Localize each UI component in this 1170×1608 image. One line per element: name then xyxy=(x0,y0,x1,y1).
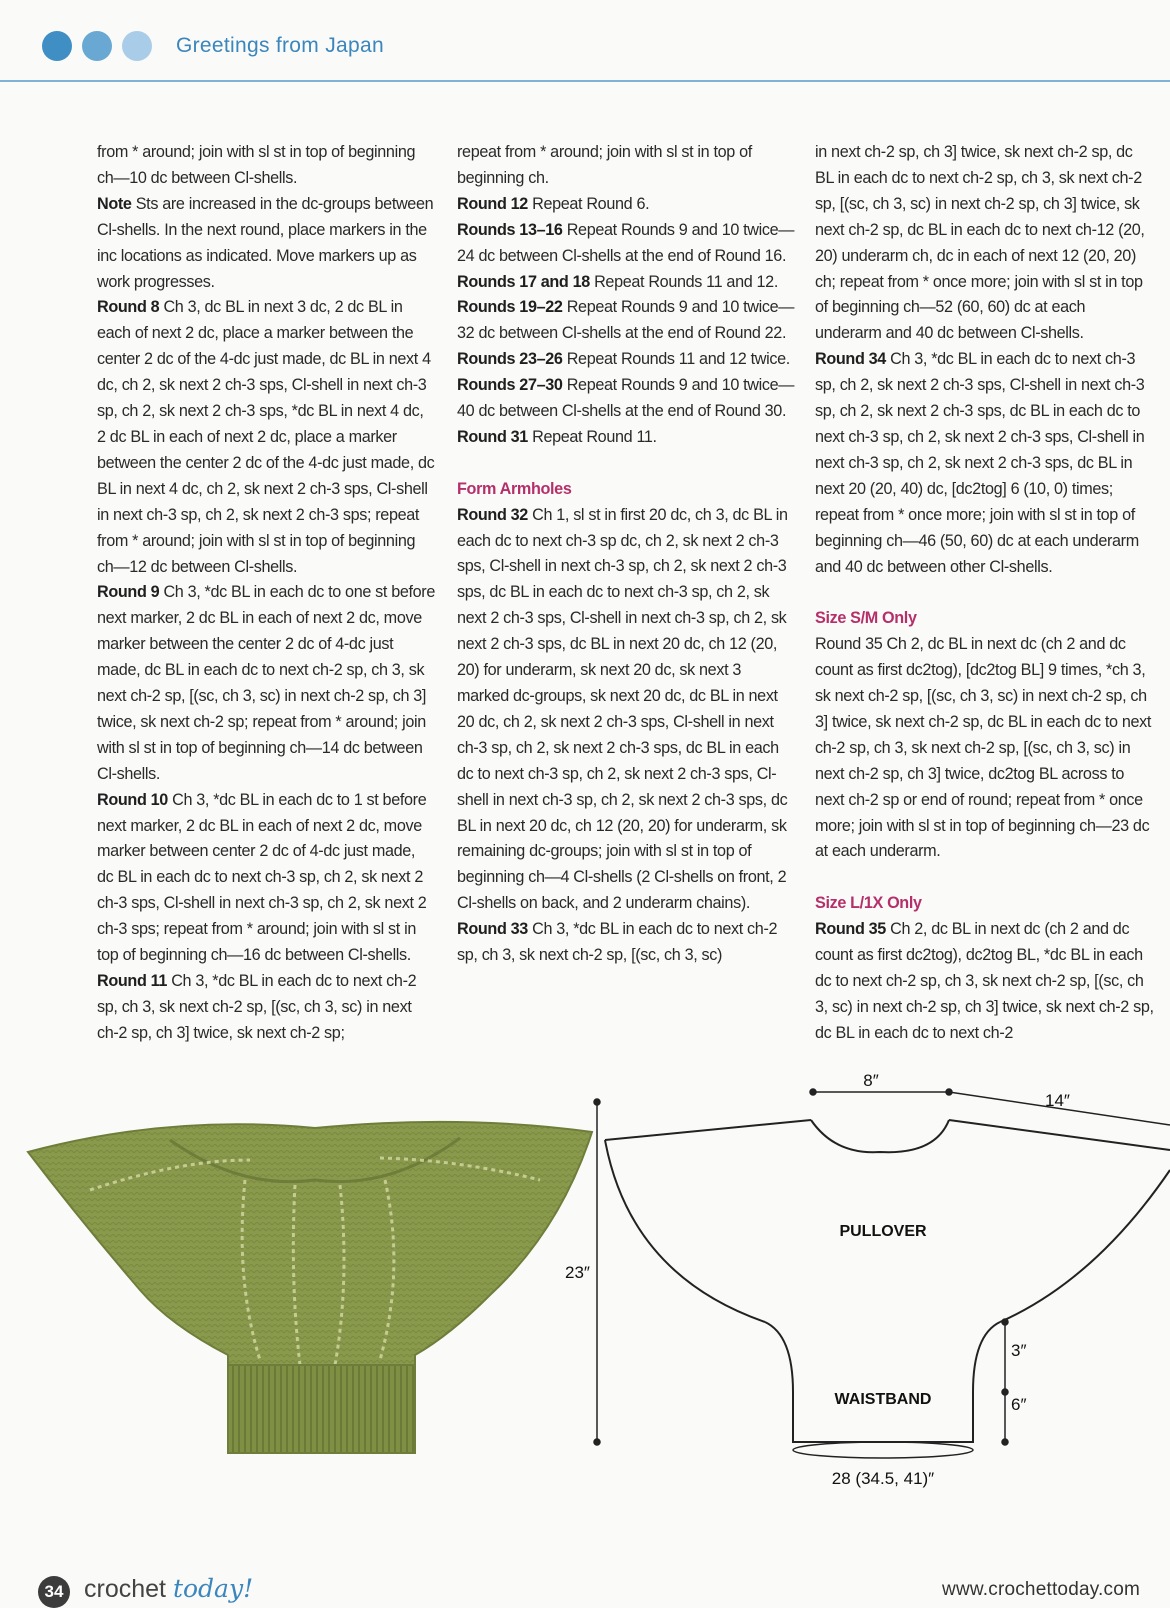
sweater-photo xyxy=(20,1120,610,1490)
instruction-paragraph xyxy=(457,192,795,218)
round-label: Rounds 27–30 xyxy=(457,376,563,395)
sleeve-length-label: 14″ xyxy=(1045,1091,1070,1110)
round-label: Round 34 xyxy=(815,350,886,369)
dot-icon xyxy=(82,31,112,61)
instruction-text: Repeat Rounds 11 and 12. xyxy=(589,272,778,291)
pullover-schematic xyxy=(565,1070,1170,1540)
instruction-text: Repeat Rounds 9 and 10 twice—24 dc between Cl-shells at the end of Round 16. xyxy=(457,220,795,265)
instruction-paragraph xyxy=(97,192,435,296)
instruction-text: Round 35 Ch 2, dc BL in next dc (ch 2 and dc count as first dc2tog), [dc2tog BL] 9 times, *ch 3, sk next ch-2 sp, [(sc, ch 3, sc) in next ch-2 sp, ch 3] twice, sk next ch-2 sp, dc BL in each dc to next ch-2 sp, ch 3, sk next ch-2 sp, [(sc, ch 3, sc) in next ch-2 sp, ch 3] twice, dc2tog BL across to next ch-2 sp or end of round; repeat from * once more; join with sl st in top of beginning ch—23 dc at each underarm. xyxy=(815,635,1152,861)
text-column-1 xyxy=(97,140,435,1047)
round-label: Round 35 xyxy=(815,920,886,939)
instruction-text: Repeat Rounds 9 and 10 twice—40 dc between Cl-shells at the end of Round 30. xyxy=(457,376,795,421)
instruction-paragraph xyxy=(457,503,795,918)
instruction-paragraph xyxy=(457,425,795,451)
instruction-paragraph xyxy=(457,218,795,270)
round-label: Round 11 xyxy=(97,972,168,990)
instruction-paragraph xyxy=(457,917,795,969)
instruction-text: Repeat Round 6. xyxy=(527,194,650,213)
instruction-text: repeat from * around; join with sl st in top of beginning ch. xyxy=(457,143,752,187)
instruction-text: Repeat Rounds 9 and 10 twice—32 dc between Cl-shells at the end of Round 22. xyxy=(457,298,795,343)
instruction-text: Ch 3, *dc BL in each dc to next ch-2 sp, ch 3, sk next ch-2 sp, [(sc, ch 3, sc) in next ch-2 sp, ch 3] twice, sk next ch-2 sp; xyxy=(97,972,417,1042)
round-label: Round 31 xyxy=(457,427,528,446)
instruction-text: Ch 3, *dc BL in each dc to next ch-3 sp, ch 2, sk next 2 ch-3 sps, Cl-shell in next ch-3 sp, ch 2, sk next 2 ch-3 sps, dc BL in each dc to next ch-3 sp, ch 2, sk next 2 ch-3 sps, Cl-shell in next ch-3 sp, ch 2, sk next 2 ch-3 sps, dc BL in next 20 (20, 40) dc, [dc2tog] 6 (10, 0) times; repeat from * once more; join with sl st in top of beginning ch—46 (50, 60) dc at each underarm and 40 dc between other Cl-shells. xyxy=(815,350,1145,576)
round-label: Round 32 xyxy=(457,505,528,524)
header-divider xyxy=(0,80,1170,82)
round-label: Round 8 xyxy=(97,298,160,317)
round-label: Rounds 23–26 xyxy=(457,350,563,369)
round-label: Round 33 xyxy=(457,920,528,939)
text-column-2 xyxy=(457,140,795,969)
instruction-paragraph xyxy=(457,347,795,373)
section-heading: Size L/1X Only xyxy=(815,894,922,913)
instruction-text: Ch 2, dc BL in next dc (ch 2 and dc count as first dc2tog), dc2tog BL, *dc BL in each dc to next ch-2 sp, ch 3, sk next ch-2 sp, [(sc, ch 3, sc) in next ch-2 sp, ch 3] twice, sk next ch-2 sp, dc BL in each dc to next ch-2 xyxy=(815,920,1154,1042)
round-label: Round 12 xyxy=(457,194,528,213)
instruction-text: from * around; join with sl st in top of beginning ch—10 dc between Cl-shells. xyxy=(97,143,416,187)
waistband-label: WAISTBAND xyxy=(834,1391,932,1408)
instruction-text: Ch 3, *dc BL in each dc to next ch-2 sp, ch 3, sk next ch-2 sp, [(sc, ch 3, sc) xyxy=(457,920,778,965)
neck-width-label: 8″ xyxy=(863,1071,879,1090)
page-header xyxy=(0,0,1170,82)
instruction-paragraph xyxy=(97,295,435,580)
hip-circumference-label: 28 (34.5, 41)″ xyxy=(831,1469,935,1488)
instruction-text: Ch 3, *dc BL in each dc to 1 st before next marker, 2 dc BL in each of next 2 dc, move marker between center 2 dc of 4-dc just made, dc BL in each dc to next ch-3 sp, ch 2, sk next 2 ch-3 sps, Cl-shell in next ch-3 sp, ch 2, sk next 2 ch-3 sps; repeat from * around; join with sl st in top of beginning ch—16 dc between Cl-shells. xyxy=(97,790,427,965)
instruction-text: Sts are increased in the dc-groups between Cl-shells. In the next round, place markers in the inc locations as indicated. Move markers up as work progresses. xyxy=(97,194,434,291)
instruction-paragraph xyxy=(457,270,795,296)
round-label: Rounds 13–16 xyxy=(457,220,563,239)
instruction-text: Repeat Rounds 11 and 12 twice. xyxy=(562,350,790,369)
round-label: Rounds 17 and 18 xyxy=(457,272,590,291)
instruction-paragraph xyxy=(457,295,795,347)
length-label: 23″ xyxy=(565,1263,590,1282)
instruction-paragraph xyxy=(457,373,795,425)
instruction-text: Ch 1, sl st in first 20 dc, ch 3, dc BL in each dc to next ch-3 sp dc, ch 2, sk next 2 ch-3 sps, Cl-shell in next ch-3 sp, ch 2, sk next 2 ch-3 sps, dc BL in each dc to next ch-3 sp, ch 2, sk next 2 ch-3 sps, Cl-shell in next ch-3 sp, ch 2, sk next 2 ch-3 sps, dc BL in next 20 dc, ch 12 (20, 20) for underarm, sk next 20 dc, sk next 3 marked dc-groups, sk next 20 dc, dc BL in next 20 dc, ch 2, sk next 2 ch-3 sps, Cl-shell in next ch-3 sp, ch 2, sk next 2 ch-3 sps, dc BL in each dc to next ch-3 sp, ch 2, sk next 2 ch-3 sps, Cl-shell in next ch-3 sp, ch 2, sk next 2 ch-3 sps, dc BL in next 20 dc, ch 12 (20, 20) for underarm, sk remaining dc-groups; join with sl st in top of beginning ch—4 Cl-shells (2 Cl-shells on front, 2 Cl-shells on back, and 2 underarm chains). xyxy=(457,505,788,913)
magazine-logo: crochet today! xyxy=(84,1574,254,1603)
waistband-depth-label: 6″ xyxy=(1011,1395,1027,1414)
instruction-text: Ch 3, *dc BL in each dc to one st before next marker, 2 dc BL in each of next 2 dc, move marker between the center 2 dc of 4-dc just made, dc BL in each dc to next ch-2 sp, ch 3, sk next ch-2 sp, [(sc, ch 3, sc) in next ch-2 sp, ch 3] twice, sk next ch-2 sp; repeat from * around; join with sl st in top of beginning ch—14 dc between Cl-shells. xyxy=(97,583,436,783)
armhole-depth-label: 3″ xyxy=(1011,1341,1027,1360)
instruction-text: in next ch-2 sp, ch 3] twice, sk next ch-2 sp, dc BL in each dc to next ch-2 sp, ch 3, sk next ch-2 sp, [(sc, ch 3, sc) in next ch-2 sp, ch 3] twice, sk next ch-2 sp, dc BL in each dc to next ch-12 (20, 20) underarm ch, dc in each of next 12 (20, 20) ch; repeat from * once more; join with sl st in top of beginning ch—52 (60, 60) dc at each underarm and 40 dc between Cl-shells. xyxy=(815,143,1145,343)
round-label: Note xyxy=(97,194,132,213)
section-heading: Form Armholes xyxy=(457,479,572,498)
text-column-3 xyxy=(815,140,1155,1047)
round-label: Round 10 xyxy=(97,790,168,809)
instruction-text: Repeat Round 11. xyxy=(527,427,657,446)
section-heading: Size S/M Only xyxy=(815,609,917,628)
instruction-text: Ch 3, dc BL in next 3 dc, 2 dc BL in each of next 2 dc, place a marker between the center 2 dc of the 4-dc just made, dc BL in next 4 dc, ch 2, sk next 2 ch-3 sps, Cl-shell in next ch-3 sp, ch 2, sk next 2 ch-3 sps, *dc BL in next 4 dc, 2 dc BL in each of next 2 dc, place a marker between the center 2 dc of the 4-dc just made, dc BL in next 4 dc, ch 2, sk next 2 ch-3 sps, Cl-shell in next ch-3 sp, ch 2, sk next 2 ch-3 sps; repeat from * around; join with sl st in top of beginning ch—12 dc between Cl-shells. xyxy=(97,298,435,576)
section-title: Greetings from Japan xyxy=(176,34,384,57)
instruction-paragraph xyxy=(815,917,1155,1047)
instruction-paragraph xyxy=(97,580,435,787)
round-label: Rounds 19–22 xyxy=(457,298,563,317)
instruction-paragraph xyxy=(97,969,435,1047)
instruction-paragraph xyxy=(97,140,435,192)
website-url[interactable]: www.crochettoday.com xyxy=(942,1579,1140,1600)
round-label: Round 9 xyxy=(97,583,160,602)
instruction-paragraph xyxy=(97,788,435,969)
instruction-paragraph xyxy=(815,347,1155,580)
page-number: 34 xyxy=(38,1576,70,1608)
dot-icon xyxy=(42,31,72,61)
instruction-paragraph xyxy=(815,140,1155,347)
instruction-paragraph xyxy=(815,632,1155,865)
instruction-paragraph xyxy=(457,140,795,192)
body-label: PULLOVER xyxy=(839,1223,927,1240)
dot-icon xyxy=(122,31,152,61)
header-dots xyxy=(42,31,152,61)
